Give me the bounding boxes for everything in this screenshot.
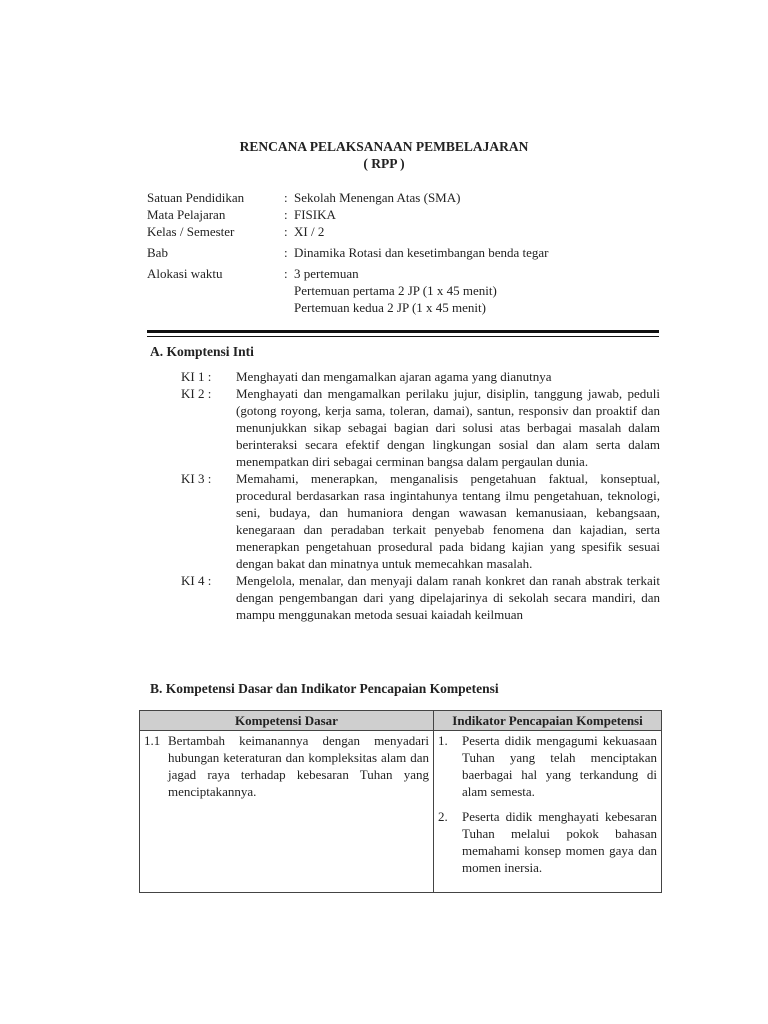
identity-row-satuan xyxy=(147,189,667,206)
identity-row-alokasi xyxy=(147,265,667,316)
ki-text: Menghayati dan mengamalkan ajaran agama yang dianutnya xyxy=(236,369,552,384)
document-subtitle: ( RPP ) xyxy=(363,156,405,171)
identity-value: FISIKA xyxy=(294,207,336,222)
kd-cell xyxy=(140,731,434,893)
identity-label: Bab xyxy=(147,245,168,260)
ki-text: Mengelola, menalar, dan menyaji dalam ranah konkret dan ranah abstrak terkait dengan pengembangan dari yang dipelajarinya di sekolah secara mandiri, dan mampu menggunakan metoda sesuai kaiadah keilmuan xyxy=(236,573,660,622)
indicator-text: Peserta didik menghayati kebesaran Tuhan melalui pokok bahasan memahami konsep momen gaya dan momen inersia. xyxy=(462,809,657,875)
ki-text: Menghayati dan mengamalkan perilaku jujur, disiplin, tanggung jawab, peduli (gotong royong, kerja sama, toleran, damai), santun, responsiv dan proaktif dan menunjukkan sikap sebagai bagian dari solusi atas berbagai masalah dalam berinteraksi secara efektif dengan lingkungan sosial dan alam serta dalam menempatkan diri sebagai cerminan bangsa dalam pergaulan dunia. xyxy=(236,386,660,469)
identity-label: Alokasi waktu xyxy=(147,266,223,281)
ki-item xyxy=(181,385,660,470)
ki-item xyxy=(181,368,660,385)
table-header-row xyxy=(140,711,662,731)
section-a-heading: A. Komptensi Inti xyxy=(150,344,254,359)
identity-separator: : xyxy=(284,190,288,205)
identity-separator: : xyxy=(284,245,288,260)
ki-list xyxy=(181,368,660,623)
identity-value xyxy=(294,265,667,316)
table-row xyxy=(140,731,662,893)
indicator-cell xyxy=(434,731,662,893)
header-indikator: Indikator Pencapaian Kompetensi xyxy=(434,711,662,731)
identity-label: Kelas / Semester xyxy=(147,224,235,239)
alokasi-total: 3 pertemuan xyxy=(294,266,359,281)
divider-thin xyxy=(147,336,659,337)
identity-block xyxy=(147,189,667,316)
indicator-number: 1. xyxy=(438,733,448,748)
competency-table xyxy=(139,710,662,893)
indicator-number: 2. xyxy=(438,809,448,824)
identity-value: Dinamika Rotasi dan kesetimbangan benda tegar xyxy=(294,245,549,260)
document-title: RENCANA PELAKSANAAN PEMBELAJARAN xyxy=(239,139,529,154)
identity-value: XI / 2 xyxy=(294,224,325,239)
alokasi-pertemuan-2: Pertemuan kedua 2 JP (1 x 45 menit) xyxy=(294,300,486,315)
identity-value: Sekolah Menengan Atas (SMA) xyxy=(294,190,461,205)
identity-label: Satuan Pendidikan xyxy=(147,190,245,205)
divider-thick xyxy=(147,330,659,333)
section-b-heading: B. Kompetensi Dasar dan Indikator Pencapaian Kompetensi xyxy=(150,681,499,696)
alokasi-pertemuan-1: Pertemuan pertama 2 JP (1 x 45 menit) xyxy=(294,283,497,298)
indicator-item xyxy=(438,732,657,800)
identity-row-mapel xyxy=(147,206,667,223)
header-kompetensi-dasar: Kompetensi Dasar xyxy=(140,711,434,731)
indicator-text: Peserta didik mengagumi kekuasaan Tuhan yang telah menciptakan baerbagai hal yang terkandung di alam semesta. xyxy=(462,733,657,799)
identity-label: Mata Pelajaran xyxy=(147,207,226,222)
ki-label: KI 1 : xyxy=(181,369,212,384)
indicator-item xyxy=(438,808,657,876)
ki-label: KI 4 : xyxy=(181,573,212,588)
identity-row-bab xyxy=(147,244,667,261)
ki-label: KI 3 : xyxy=(181,471,212,486)
identity-separator: : xyxy=(284,266,288,281)
kd-text: Bertambah keimanannya dengan menyadari hubungan keteraturan dan kompleksitas alam dan jagad raya terhadap kebesaran Tuhan yang menciptakannya. xyxy=(168,733,429,799)
ki-text: Memahami, menerapkan, menganalisis pengetahuan faktual, konseptual, procedural berdasarkan rasa ingintahunya tentang ilmu pengetahuan, teknologi, seni, budaya, dan humaniora dengan wawasan kemanusiaan, kebangsaan, kenegaraan dan peradaban terkait penyebab fenomena dan kajadian, serta menerapkan pengetahuan prosedural pada bidang kajian yang spesifik sesuai dengan bakat dan minatnya untuk memecahkan masalah. xyxy=(236,471,660,571)
identity-separator: : xyxy=(284,224,288,239)
ki-item xyxy=(181,470,660,572)
identity-row-kelas xyxy=(147,223,667,240)
ki-item xyxy=(181,572,660,623)
kd-number: 1.1 xyxy=(144,733,161,748)
ki-label: KI 2 : xyxy=(181,386,212,401)
identity-separator: : xyxy=(284,207,288,222)
